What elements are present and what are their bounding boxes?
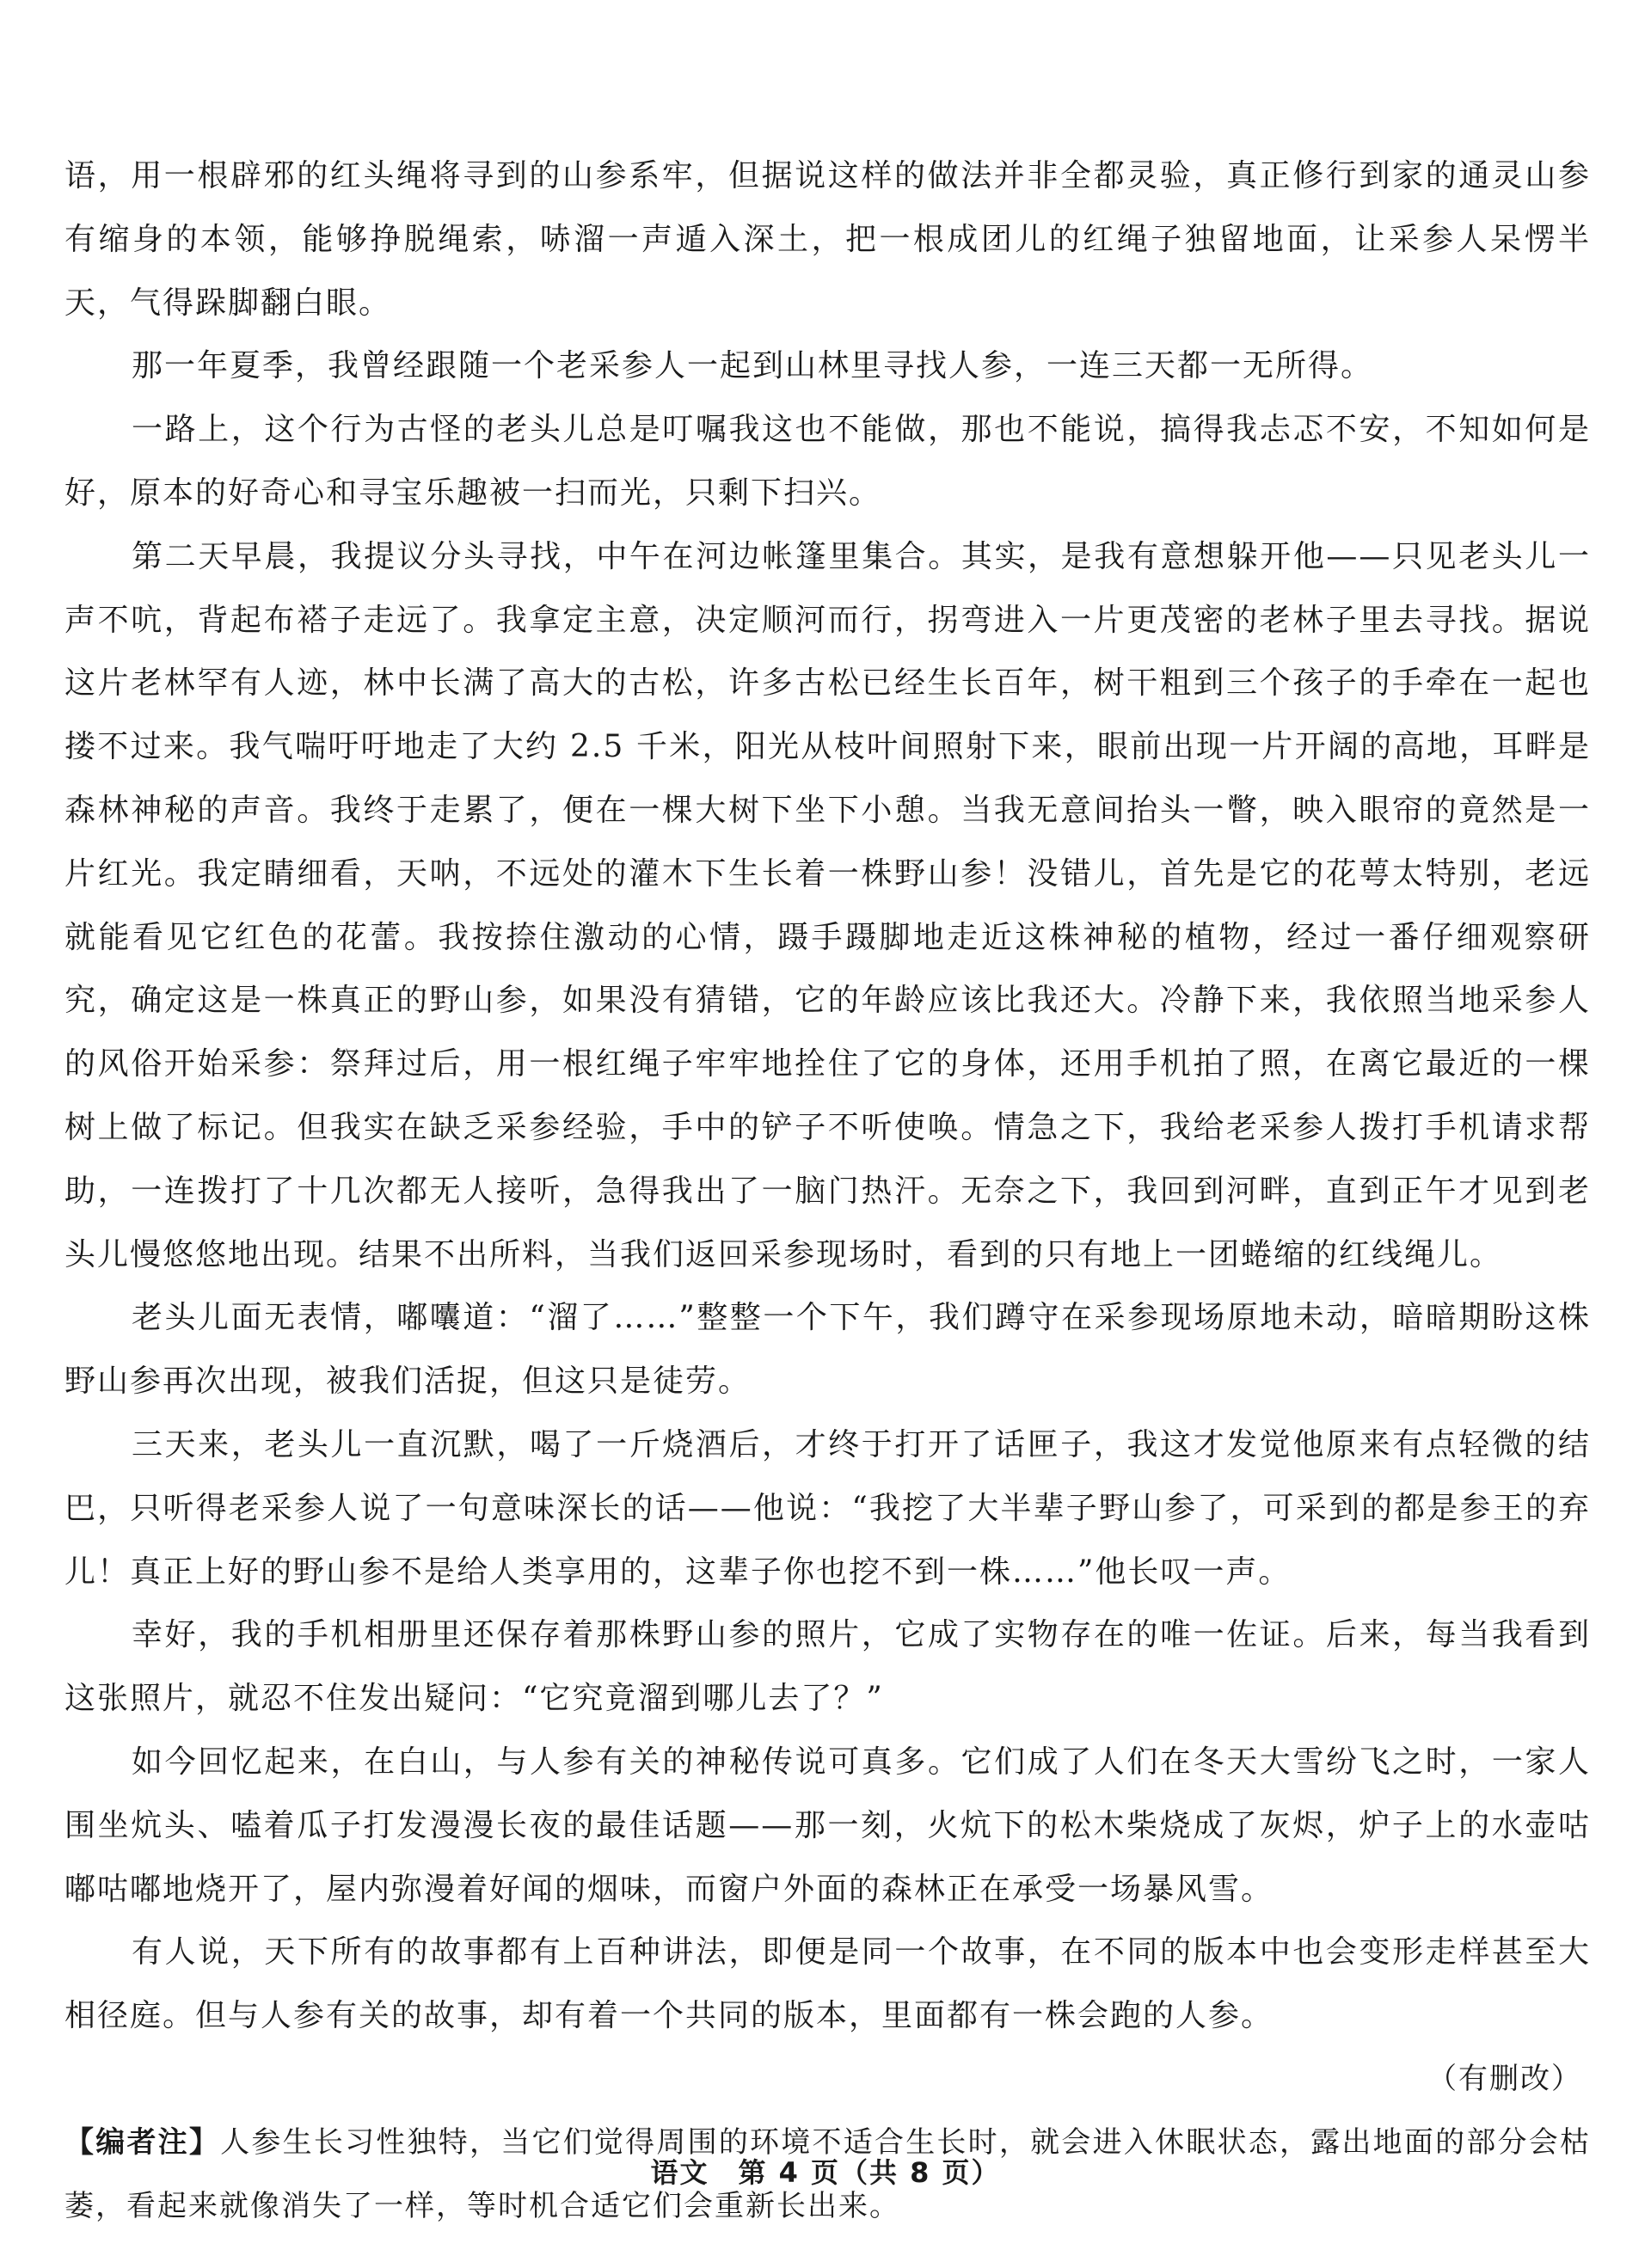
paragraph-8: 如今回忆起来，在白山，与人参有关的神秘传说可真多。它们成了人们在冬天大雪纷飞之时，一家人围坐炕头、嗑着瓜子打发漫漫长夜的最佳话题——那一刻，火炕下的松木柴烧成了灰烬，炉子上的水壶咕嘟咕嘟地烧开了，屋内弥漫着好闻的烟味，而窗户外面的森林正在承受一场暴风雪。: [64, 1744, 1591, 1907]
source-note: （有删改）: [1427, 2061, 1582, 2096]
paragraph-1: 语，用一根辟邪的红头绳将寻到的山参系牢，但据说这样的做法并非全都灵验，真正修行到家的通灵山参有缩身的本领，能够挣脱绳索，哧溜一声遁入深土，把一根成团儿的红绳子独留地面，让采参人呆愣半天，气得跺脚翻白眼。: [64, 158, 1591, 321]
paragraph-9: 有人说，天下所有的故事都有上百种讲法，即便是同一个故事，在不同的版本中也会变形走样甚至大相径庭。但与人参有关的故事，却有着一个共同的版本，里面都有一株会跑的人参。: [64, 1934, 1591, 2034]
page-footer: 语文 第 4 页（共 8 页）: [650, 2156, 1001, 2189]
editor-note-label: 【编者注】: [64, 2124, 221, 2160]
paragraph-5: 老头儿面无表情，嘟囔道：“溜了……”整整一个下午，我们蹲守在采参现场原地未动，暗暗期盼这株野山参再次出现，被我们活捉，但这只是徒劳。: [64, 1300, 1591, 1400]
article-body: [64, 144, 1591, 2238]
paragraph-4: 第二天早晨，我提议分头寻找，中午在河边帐篷里集合。其实，是我有意想躲开他——只见老头儿一声不吭，背起布褡子走远了。我拿定主意，决定顺河而行，拐弯进入一片更茂密的老林子里去寻找。据说这片老林罕有人迹，林中长满了高大的古松，许多古松已经生长百年，树干粗到三个孩子的手牵在一起也搂不过来。我气喘吁吁地走了大约 2.5 千米，阳光从枝叶间照射下来，眼前出现一片开阔的高地，耳畔是森林神秘的声音。我终于走累了，便在一棵大树下坐下小憩。当我无意间抬头一瞥，映入眼帘的竟然是一片红光。我定睛细看，天呐，不远处的灌木下生长着一株野山参！没错儿，首先是它的花萼太特别，老远就能看见它红色的花蕾。我按捺住激动的心情，蹑手蹑脚地走近这株神秘的植物，经过一番仔细观察研究，确定这是一株真正的野山参，如果没有猜错，它的年龄应该比我还大。冷静下来，我依照当地采参人的风俗开始采参：祭拜过后，用一根红绳子牢牢地拴住了它的身体，还用手机拍了照，在离它最近的一棵树上做了标记。但我实在缺乏采参经验，手中的铲子不听使唤。情急之下，我给老采参人拨打手机请求帮助，一连拨打了十几次都无人接听，急得我出了一脑门热汗。无奈之下，我回到河畔，直到正午才见到老头儿慢悠悠地出现。结果不出所料，当我们返回采参现场时，看到的只有地上一团蜷缩的红线绳儿。: [64, 538, 1591, 1272]
editor-note-text: 人参生长习性独特，当它们觉得周围的环境不适合生长时，就会进入休眠状态，露出地面的部分会枯萎，看起来就像消失了一样，等时机合适它们会重新长出来。: [64, 2124, 1592, 2223]
paragraph-7: 幸好，我的手机相册里还保存着那株野山参的照片，它成了实物存在的唯一佐证。后来，每当我看到这张照片，就忍不住发出疑问：“它究竟溜到哪儿去了？”: [64, 1617, 1591, 1717]
paragraph-3: 一路上，这个行为古怪的老头儿总是叮嘱我这也不能做，那也不能说，搞得我忐忑不安，不知如何是好，原本的好奇心和寻宝乐趣被一扫而光，只剩下扫兴。: [64, 412, 1591, 511]
paragraph-6: 三天来，老头儿一直沉默，喝了一斤烧酒后，才终于打开了话匣子，我这才发觉他原来有点轻微的结巴，只听得老采参人说了一句意味深长的话——他说：“我挖了大半辈子野山参了，可采到的都是参王的弃儿！真正上好的野山参不是给人类享用的，这辈子你也挖不到一株……”他长叹一声。: [64, 1426, 1591, 1590]
paragraph-2: 那一年夏季，我曾经跟随一个老采参人一起到山林里寻找人参，一连三天都一无所得。: [132, 348, 1374, 384]
